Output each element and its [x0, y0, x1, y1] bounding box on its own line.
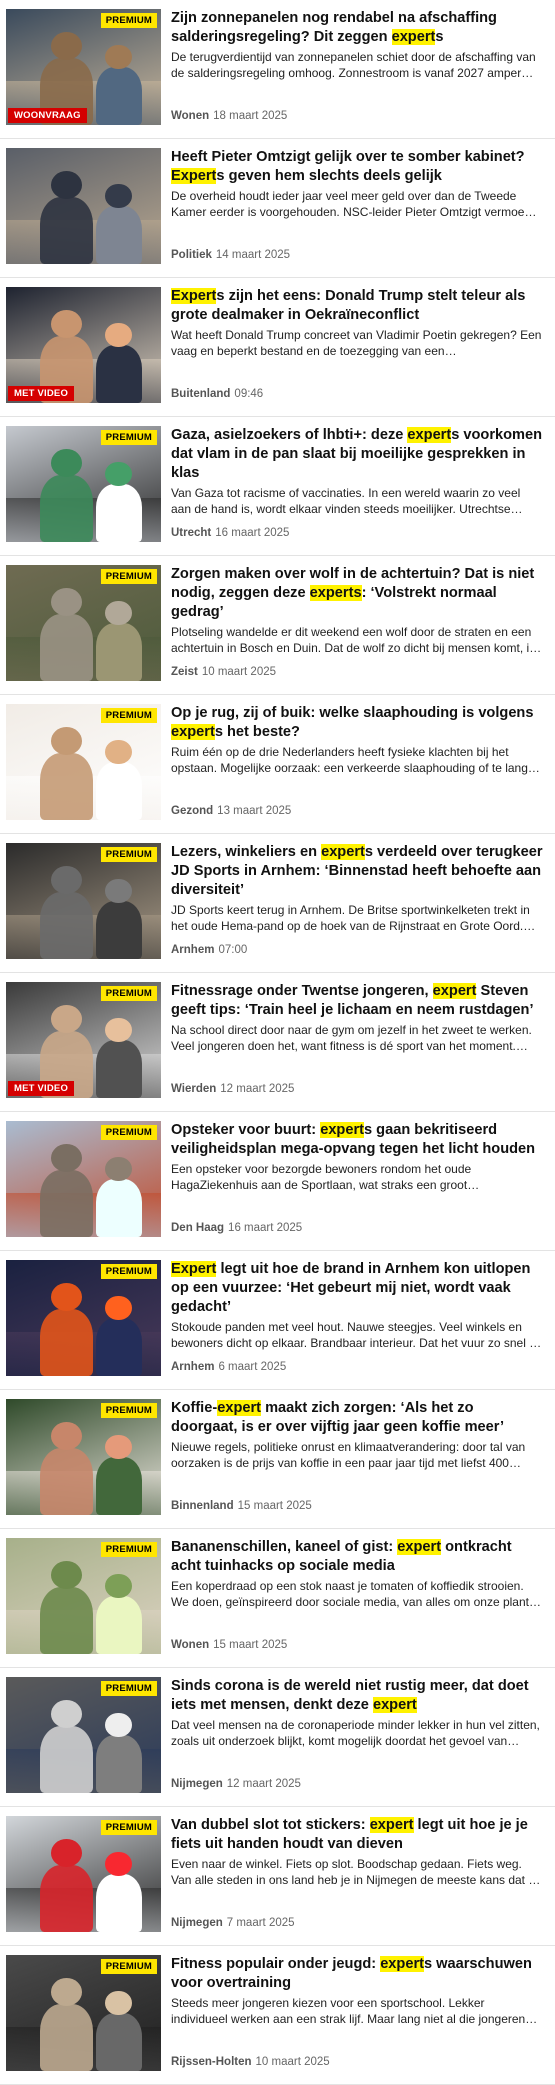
article-thumbnail[interactable]	[6, 1677, 161, 1793]
article-excerpt: Na school direct door naar de gym om jezelf in het zweet te werken. Veel jongeren doen het, want fitness is dé sport van het moment.	[171, 1023, 532, 1053]
article-meta	[171, 249, 290, 261]
article-meta	[171, 1778, 301, 1790]
article-title[interactable]	[171, 1816, 543, 1854]
article-category[interactable]: Buitenland	[171, 388, 231, 400]
article-date: 15 maart 2025	[213, 1639, 288, 1651]
article-card[interactable]	[0, 0, 555, 139]
article-meta	[171, 1222, 302, 1234]
article-excerpt: Steeds meer jongeren kiezen voor een sportschool. Lekker individueel werken aan een strak lijf. Maar lang niet al die jongeren	[171, 1996, 526, 2026]
article-card[interactable]	[0, 556, 555, 695]
article-thumbnail[interactable]	[6, 9, 161, 125]
article-card[interactable]	[0, 1112, 555, 1251]
article-meta	[171, 805, 291, 817]
article-category[interactable]: Arnhem	[171, 1361, 215, 1373]
article-excerpt: Een opsteker voor bezorgde bewoners rondom het oude HagaZiekenhuis aan de Sportlaan, wat straks een groot	[171, 1162, 472, 1192]
article-meta	[171, 1639, 287, 1651]
premium-badge: PREMIUM	[101, 1820, 157, 1835]
premium-badge: PREMIUM	[101, 1264, 157, 1279]
article-card[interactable]	[0, 139, 555, 278]
premium-badge: PREMIUM	[101, 1959, 157, 1974]
media-tag-badge: MET VIDEO	[8, 386, 74, 401]
article-excerpt: Stokoude panden met veel hout. Nauwe steegjes. Veel winkels en bewoners dicht op elkaar. Brandbaar interieur. Dat het vuur zo snel en	[171, 1320, 543, 1350]
article-body	[161, 1677, 543, 1806]
title-text: : ‘Volstrekt normaal gedrag’	[171, 585, 497, 620]
article-meta	[171, 2056, 330, 2068]
article-excerpt: Plotseling wandelde er dit weekend een wolf door de straten en een achtertuin in Bosch en Duin. Dat de wolf zo dicht bij mensen komt, is	[171, 625, 536, 655]
article-date: 10 maart 2025	[255, 2056, 330, 2068]
premium-badge: PREMIUM	[101, 986, 157, 1001]
title-highlight: expert	[321, 844, 365, 860]
title-text: s verdeeld over terugkeer JD Sports in Arnhem: ‘Binnenstad heeft behoefte aan diversiteit’	[171, 844, 543, 898]
title-highlight: Expert	[171, 1261, 217, 1277]
article-excerpt: Van Gaza tot racisme of vaccinaties. In een wereld waarin zo veel aan de hand is, wordt elkaar vinden steeds moeilijker. Utrechtse	[171, 486, 521, 516]
title-highlight: expert	[397, 1539, 442, 1555]
article-body	[161, 1399, 543, 1528]
title-text: s het beste?	[214, 724, 300, 740]
title-text: Lezers, winkeliers en	[171, 844, 322, 860]
premium-badge: PREMIUM	[101, 569, 157, 584]
title-text: legt uit hoe je je fiets uit handen houdt van dieven	[171, 1817, 528, 1852]
article-date: 16 maart 2025	[215, 527, 290, 539]
title-text: Zijn zonnepanelen nog rendabel na afschaffing salderingsregeling? Dit zeggen	[171, 10, 497, 45]
article-category[interactable]: Utrecht	[171, 527, 212, 539]
article-meta	[171, 527, 289, 539]
article-excerpt: Dat veel mensen na de coronaperiode minder lekker in hun vel zitten, zoals uit onderzoek blijkt, komt mogelijk doordat het gevoel van	[171, 1718, 540, 1748]
article-date: 10 maart 2025	[201, 666, 277, 678]
title-highlight: expert	[171, 724, 215, 740]
article-date: 07:00	[218, 944, 248, 956]
article-category[interactable]: Arnhem	[171, 944, 215, 956]
article-category[interactable]: Politiek	[171, 249, 212, 261]
article-thumbnail[interactable]	[6, 287, 161, 403]
media-tag-badge: MET VIDEO	[8, 1081, 74, 1096]
title-text: Fitness populair onder jeugd:	[171, 1956, 381, 1972]
article-date: 12 maart 2025	[220, 1083, 295, 1095]
article-excerpt: JD Sports keert terug in Arnhem. De Britse sportwinkelketen trekt in het oude Hema-pand op de hoek van de Rijnstraat en Grote Oord.	[171, 903, 530, 933]
article-card[interactable]	[0, 417, 555, 556]
article-card[interactable]	[0, 1668, 555, 1807]
article-title[interactable]	[171, 287, 543, 325]
title-text: s	[435, 29, 444, 45]
article-body	[161, 426, 543, 555]
premium-badge: PREMIUM	[101, 1542, 157, 1557]
article-card[interactable]	[0, 1251, 555, 1390]
article-date: 15 maart 2025	[237, 1500, 312, 1512]
article-card[interactable]	[0, 973, 555, 1112]
article-meta	[171, 110, 287, 122]
title-text: Koffie-	[171, 1400, 218, 1416]
article-meta	[171, 1083, 294, 1095]
article-date: 16 maart 2025	[228, 1222, 303, 1234]
article-body	[161, 565, 543, 694]
article-meta	[171, 1917, 295, 1929]
article-body	[161, 1121, 543, 1250]
article-title[interactable]	[171, 148, 543, 186]
premium-badge: PREMIUM	[101, 708, 157, 723]
premium-badge: PREMIUM	[101, 1125, 157, 1140]
article-date: 12 maart 2025	[226, 1778, 301, 1790]
article-meta	[171, 1500, 312, 1512]
title-text: Zorgen maken over wolf in de achtertuin? Dat is niet nodig, zeggen deze	[171, 566, 535, 601]
title-text: s voorkomen dat vlam in de pan slaat bij moeilijke gesprekken in klas	[171, 427, 543, 481]
title-text: Sinds corona is de wereld niet rustig meer, dat doet iets met mensen, denkt deze	[171, 1678, 529, 1713]
article-excerpt: De overheid houdt ieder jaar veel meer geld over dan de Tweede Kamer eerder is voorgehouden. NSC-leider Pieter Omtzigt vermoedt	[171, 189, 535, 219]
article-title[interactable]	[171, 1538, 543, 1576]
article-date: 14 maart 2025	[215, 249, 291, 261]
premium-badge: PREMIUM	[101, 430, 157, 445]
title-text: Steven geeft tips: ‘Train heel je lichaam en neem rustdagen’	[171, 983, 534, 1018]
article-title[interactable]	[171, 1677, 543, 1715]
article-excerpt: Even naar de winkel. Fiets op slot. Boodschap gedaan. Fiets weg. Van alle steden in ons land heb je in Nijmegen de meeste kans dat je	[171, 1857, 538, 1887]
article-category[interactable]: Nijmegen	[171, 1778, 223, 1790]
media-tag-badge: WOONVRAAG	[8, 108, 87, 123]
article-title[interactable]	[171, 1121, 543, 1159]
article-body	[161, 1816, 543, 1945]
article-body	[161, 287, 543, 416]
article-thumbnail[interactable]	[6, 1955, 161, 2071]
article-card[interactable]	[0, 1390, 555, 1529]
article-card[interactable]	[0, 1946, 555, 2085]
article-excerpt: Ruim één op de drie Nederlanders heeft fysieke klachten bij het opstaan. Mogelijke oorzaak: een verkeerde slaaphouding of te lang	[171, 745, 528, 775]
article-date: 6 maart 2025	[218, 1361, 287, 1373]
article-excerpt: De terugverdientijd van zonnepanelen schiet door de afschaffing van de salderingsregeling omhoog. Zonnestroom is vanaf 2027 amper	[171, 50, 536, 80]
title-highlight: expert	[391, 29, 436, 45]
article-category[interactable]: Den Haag	[171, 1222, 225, 1234]
title-text: Gaza, asielzoekers of lhbti+: deze	[171, 427, 408, 443]
title-text: s geven hem slechts deels gelijk	[216, 168, 442, 184]
title-highlight: expert	[217, 1400, 262, 1416]
premium-badge: PREMIUM	[101, 847, 157, 862]
article-category[interactable]: Wonen	[171, 110, 210, 122]
article-date: 18 maart 2025	[213, 110, 288, 122]
article-meta	[171, 388, 263, 400]
article-title[interactable]	[171, 982, 543, 1020]
title-text: Op je rug, zij of buik: welke slaaphouding is volgens	[171, 705, 534, 721]
title-highlight: expert	[369, 1817, 414, 1833]
title-text: Heeft Pieter Omtzigt gelijk over te somber kabinet?	[171, 149, 525, 165]
article-thumbnail[interactable]	[6, 1538, 161, 1654]
article-title[interactable]	[171, 565, 543, 622]
article-category[interactable]: Binnenland	[171, 1500, 234, 1512]
article-card[interactable]	[0, 695, 555, 834]
article-body	[161, 9, 543, 138]
thumbnail-image	[6, 148, 161, 264]
title-highlight: Expert	[171, 288, 217, 304]
title-text: Opsteker voor buurt:	[171, 1122, 321, 1138]
article-date: 7 maart 2025	[226, 1917, 295, 1929]
article-category[interactable]: Gezond	[171, 805, 214, 817]
title-highlight: Expert	[171, 168, 217, 184]
article-title[interactable]	[171, 1399, 543, 1437]
article-body	[161, 1538, 543, 1667]
article-date: 13 maart 2025	[217, 805, 292, 817]
article-title[interactable]	[171, 843, 543, 900]
article-meta	[171, 1361, 286, 1373]
article-title[interactable]	[171, 426, 543, 483]
article-thumbnail[interactable]	[6, 1121, 161, 1237]
article-thumbnail[interactable]	[6, 1816, 161, 1932]
article-body	[161, 1955, 543, 2084]
article-category[interactable]: Zeist	[171, 666, 198, 678]
article-thumbnail[interactable]	[6, 1399, 161, 1515]
title-highlight: expert	[407, 427, 452, 443]
title-text: s zijn het eens: Donald Trump stelt teleur als grote dealmaker in Oekraïneconflict	[171, 288, 526, 323]
article-body	[161, 148, 543, 277]
article-date: 09:46	[234, 388, 264, 400]
article-title[interactable]	[171, 1260, 543, 1317]
premium-badge: PREMIUM	[101, 1681, 157, 1696]
article-thumbnail[interactable]	[6, 148, 161, 264]
article-excerpt: Een koperdraad op een stok naast je tomaten of koffiedik strooien. We doen, geïnspireerd door sociale media, van alles om onze planten	[171, 1579, 543, 1609]
article-category[interactable]: Wonen	[171, 1639, 210, 1651]
title-text: maakt zich zorgen: ‘Als het zo doorgaat, is er over vijftig jaar geen koffie meer’	[171, 1400, 505, 1435]
title-text: s waarschuwen voor overtraining	[171, 1956, 532, 1991]
title-text: Bananenschillen, kaneel of gist:	[171, 1539, 398, 1555]
article-body	[161, 704, 543, 833]
article-card[interactable]	[0, 278, 555, 417]
article-thumbnail[interactable]	[6, 1260, 161, 1376]
title-highlight: experts	[309, 585, 362, 601]
article-thumbnail[interactable]	[6, 426, 161, 542]
premium-badge: PREMIUM	[101, 13, 157, 28]
article-meta	[171, 666, 276, 678]
article-excerpt: Wat heeft Donald Trump concreet van Vladimir Poetin gekregen? Een vaag en beperkt bestand en de toezegging van een	[171, 328, 542, 358]
title-highlight: expert	[380, 1956, 424, 1972]
title-text: Fitnessrage onder Twentse jongeren,	[171, 983, 433, 999]
title-highlight: expert	[372, 1697, 417, 1713]
article-thumbnail[interactable]	[6, 565, 161, 681]
article-card[interactable]	[0, 1529, 555, 1668]
article-card[interactable]	[0, 1807, 555, 1946]
title-text: legt uit hoe de brand in Arnhem kon uitlopen op een vuurzee: ‘Het gebeurt mij niet, wordt vaak gedacht’	[171, 1261, 531, 1315]
title-highlight: expert	[320, 1122, 365, 1138]
article-thumbnail[interactable]	[6, 843, 161, 959]
article-title[interactable]	[171, 9, 543, 47]
article-category[interactable]: Rijssen-Holten	[171, 2056, 252, 2068]
article-meta	[171, 944, 247, 956]
article-body	[161, 982, 543, 1111]
title-text: ontkracht acht tuinhacks op sociale media	[171, 1539, 512, 1574]
article-card[interactable]	[0, 834, 555, 973]
title-text: s gaan bekritiseerd veiligheidsplan mega-opvang tegen het licht houden	[171, 1122, 536, 1157]
article-title[interactable]	[171, 1955, 543, 1993]
title-text: Van dubbel slot tot stickers:	[171, 1817, 370, 1833]
article-thumbnail[interactable]	[6, 704, 161, 820]
article-thumbnail[interactable]	[6, 982, 161, 1098]
article-body	[161, 1260, 543, 1389]
premium-badge: PREMIUM	[101, 1403, 157, 1418]
title-highlight: expert	[432, 983, 477, 999]
article-title[interactable]	[171, 704, 543, 742]
article-category[interactable]: Wierden	[171, 1083, 217, 1095]
article-category[interactable]: Nijmegen	[171, 1917, 223, 1929]
article-excerpt: Nieuwe regels, politieke onrust en klimaatverandering: door tal van oorzaken is de prijs van koffie in een paar jaar tijd met liefst 400	[171, 1440, 526, 1470]
article-body	[161, 843, 543, 972]
